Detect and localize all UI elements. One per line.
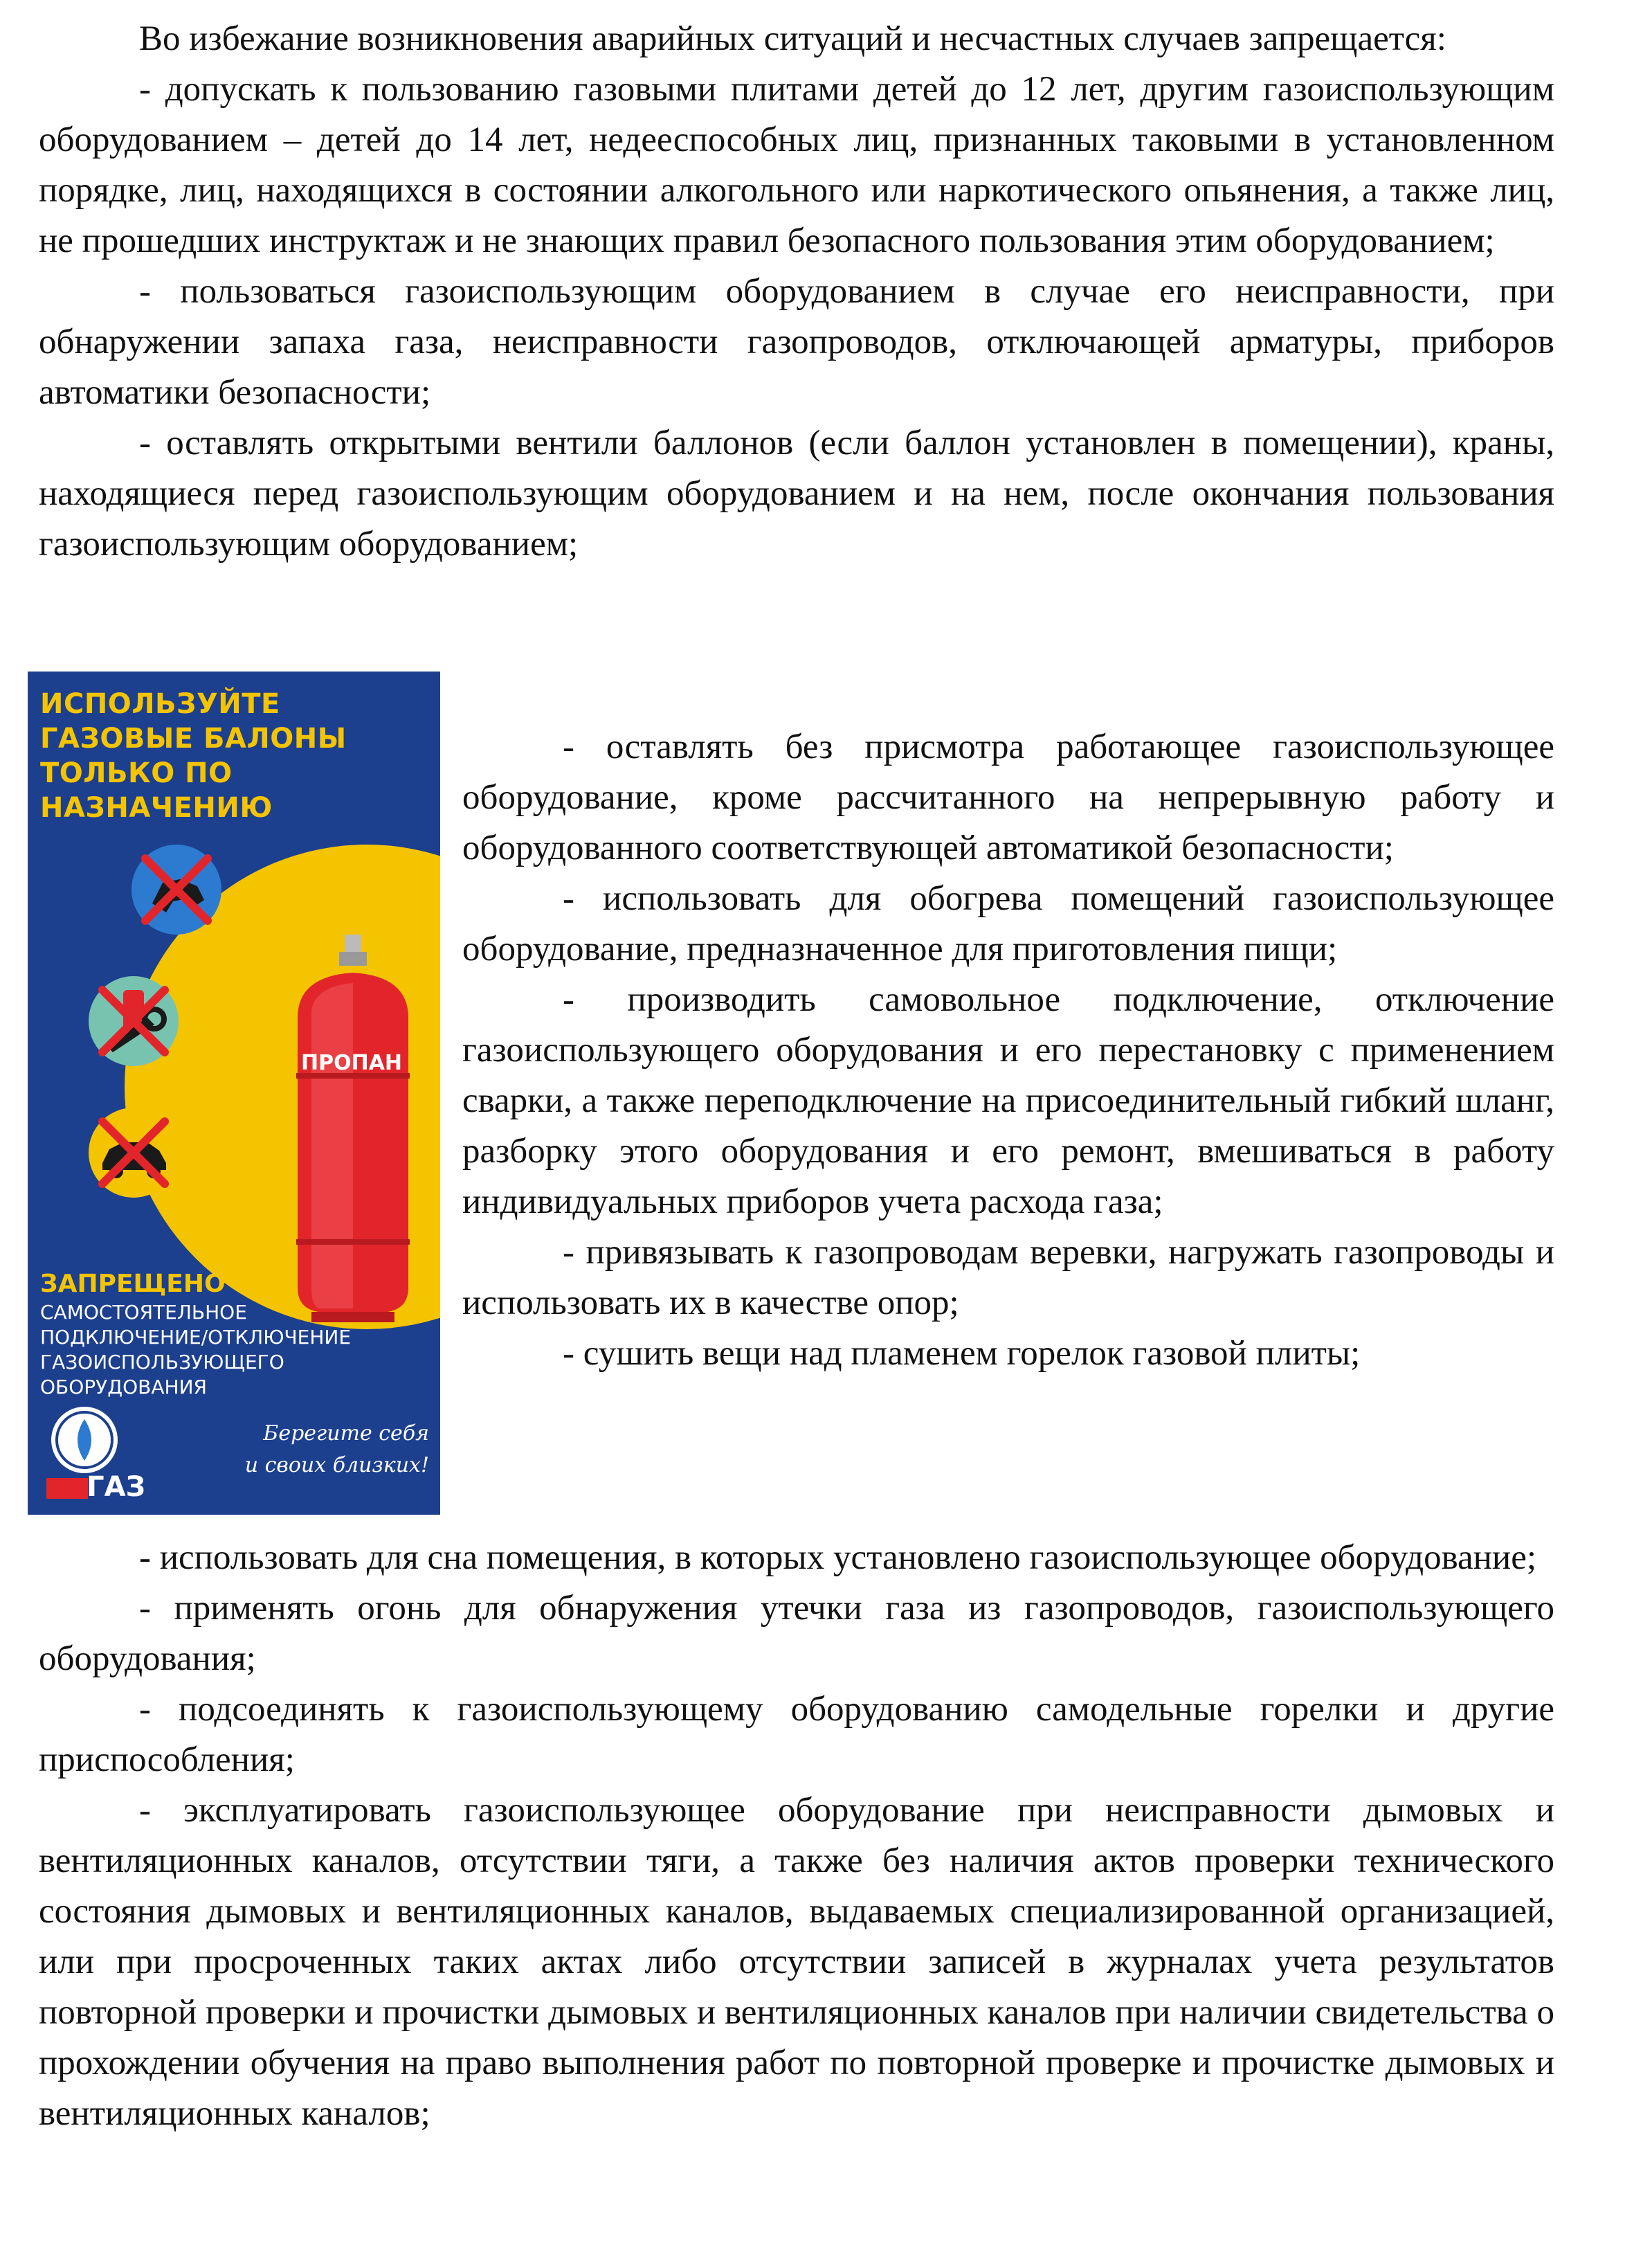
text-block-bottom (39, 1533, 1554, 2139)
poster-forbidden-title: ЗАПРЕЩЕНО (40, 1270, 226, 1298)
poster-forbidden-desc: САМОСТОЯТЕЛЬНОЕ ПОДКЛЮЧЕНИЕ/ОТКЛЮЧЕНИЕ ГАЗОИСПОЛЬЗУЮЩЕГО ОБОРУДОВАНИЯ (40, 1301, 352, 1398)
rule-item: - сушить вещи над пламенем горелок газовой плиты; (563, 1334, 1361, 1373)
logo-text: ГАЗ (87, 1471, 145, 1503)
no-repair-icon (82, 969, 185, 1073)
cylinder-label: ПРОПАН (300, 1051, 403, 1075)
rule-item: - оставлять открытыми вентили баллонов (если баллон установлен в помещении), краны, находящиеся перед газоиспользующим оборудованием и на нем, после окончания пользования газоиспользующим оборудованием; (39, 424, 1554, 564)
rule-item: - допускать к пользованию газовыми плитами детей до 12 лет, другим газоиспользующим оборудованием – детей до 14 лет, недееспособных лиц, признанных таковыми в установленном порядке, лиц, находящихся в состоянии алкогольного или наркотического опьянения, а также лиц, не прошедших инструктаж и не знающих правил безопасного пользования этим оборудованием; (39, 70, 1554, 260)
rule-item: - пользоваться газоиспользующим оборудованием в случае его неисправности, при обнаружении запаха газа, неисправности газопроводов, отключающей арматуры, приборов автоматики безопасности; (39, 272, 1554, 412)
gas-cylinder-icon (284, 935, 422, 1322)
poster-slogan: Берегите себя и своих близких! (244, 1421, 429, 1477)
rule-item: - подсоединять к газоиспользующему оборудованию самодельные горелки и другие приспособления; (39, 1690, 1554, 1779)
rule-item: - оставлять без присмотра работающее газоиспользующее оборудование, кроме рассчитанного на непрерывную работу и оборудованного соответствующей автоматикой безопасности; (462, 728, 1554, 867)
no-car-icon (82, 1101, 185, 1205)
no-hunting-icon (125, 838, 228, 942)
rule-item: - производить самовольное подключение, отключение газоиспользующего оборудования и его перестановку с применением сварки, а также переподключение на присоединительный гибкий шланг, разборку этого оборудования и его ремонт, вмешиваться в работу индивидуальных приборов учета расхода газа; (462, 980, 1554, 1221)
rule-item: - привязывать к газопроводам веревки, нагружать газопроводы и использовать их в качестве опор; (462, 1233, 1554, 1322)
intro-paragraph: Во избежание возникновения аварийных ситуаций и несчастных случаев запрещается: (139, 19, 1446, 58)
text-block-beside-poster (462, 722, 1554, 1379)
text-block-top (39, 14, 1554, 570)
safety-poster (28, 672, 440, 1515)
rule-item: - использовать для сна помещения, в которых установлено газоиспользующее оборудование; (139, 1538, 1537, 1577)
poster-headline: ИСПОЛЬЗУЙТЕ ГАЗОВЫЕ БАЛОНЫ ТОЛЬКО ПО НАЗНАЧЕНИЮ (40, 688, 347, 824)
rule-item: - эксплуатировать газоиспользующее оборудование при неисправности дымовых и вентиляционных каналов, отсутствии тяги, а также без наличия актов проверки технического состояния дымовых и вентиляционных каналов, выдаваемых специализированной организацией, или при просроченных таких актах либо отсутствии записей в журналах учета результатов повторной проверки и прочистки дымовых и вентиляционных каналов при наличии свидетельства о прохождении обучения на право выполнения работ по повторной проверке и прочистке дымовых и вентиляционных каналов; (39, 1791, 1554, 2133)
rule-item: - применять огонь для обнаружения утечки газа из газопроводов, газоиспользующего оборудования; (39, 1589, 1554, 1678)
rule-item: - использовать для обогрева помещений газоиспользующее оборудование, предназначенное для приготовления пищи; (462, 879, 1554, 969)
